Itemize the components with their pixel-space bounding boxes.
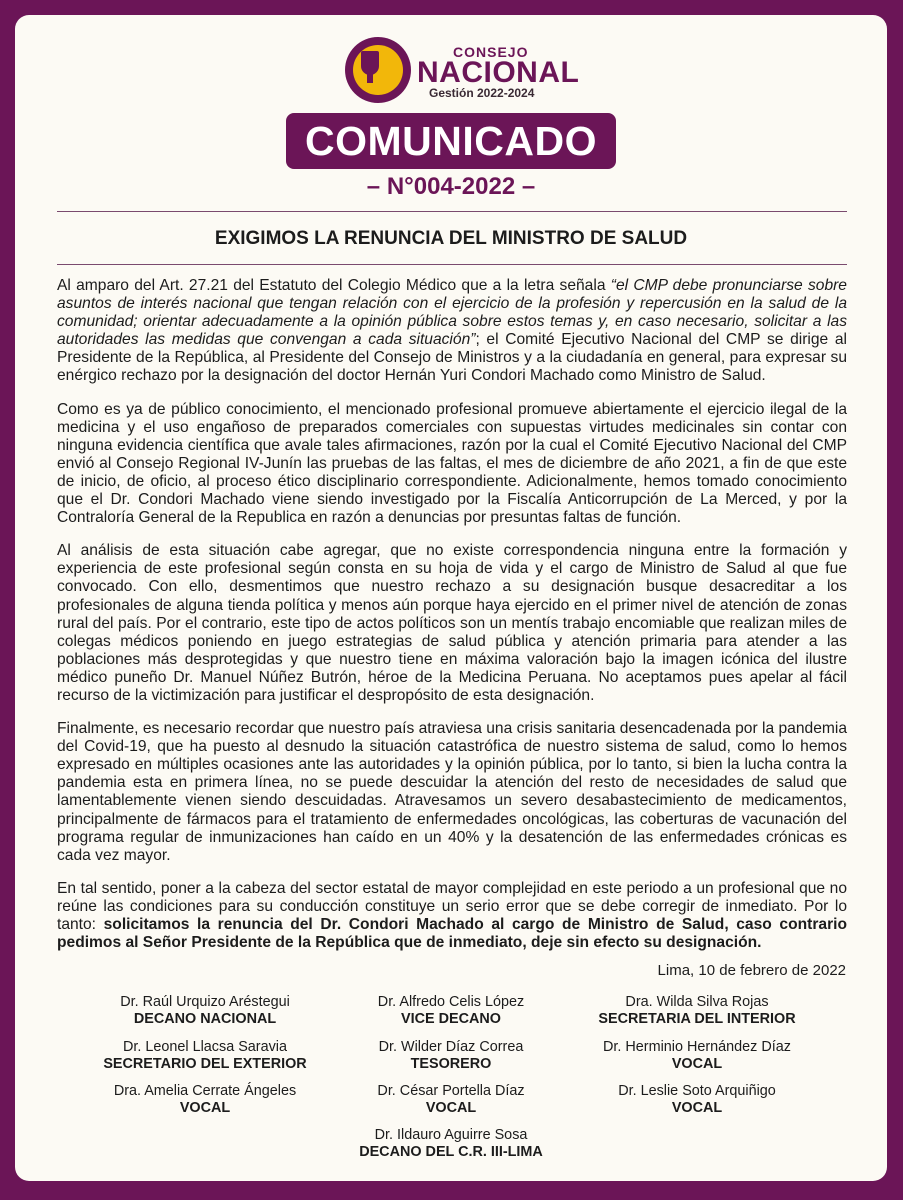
- demand-statement: solicitamos la renuncia del Dr. Condori Machado al cargo de Ministro de Salud, caso contrario pedimos al Señor Presidente de la República que de inmediato, deje sin efecto su designación.: [57, 916, 847, 952]
- cmp-seal-icon: [345, 37, 411, 103]
- statute-quote: “el CMP debe pronunciarse sobre asuntos de interés nacional que tengan relación con el ejercicio de la profesión y repercusión en la salud de la comunidad; orientar adecuadamente a la opinión pública sobre estos temas y, en caso necesario, solicitar a las autoridades las medidas que convengan a cada situación”: [57, 277, 847, 349]
- signatory-name: Dr. Ildauro Aguirre Sosa: [374, 1127, 528, 1143]
- signatory-name: Dr. Alfredo Celis López: [377, 994, 525, 1010]
- signatory-name: Dra. Amelia Cerrate Ángeles: [113, 1083, 297, 1099]
- signatory-name: Dra. Wilda Silva Rojas: [625, 994, 769, 1010]
- signatory-role: VOCAL: [671, 1099, 723, 1116]
- signatory: [567, 994, 827, 1027]
- consejo-nacional-logo: [345, 37, 585, 105]
- signatory: [75, 1039, 335, 1072]
- signatory-role: DECANO NACIONAL: [133, 1010, 277, 1027]
- signatory-name: Dr. Leonel Llacsa Saravia: [123, 1039, 287, 1055]
- paragraph-5-intro: En tal sentido, poner a la cabeza del sector estatal de mayor complejidad en este periodo a un profesional que no reúne las condiciones para su conducción constituye un serio error que se debe corregir de inmediato. Por lo tanto:: [57, 879, 847, 933]
- signatory-role: DECANO DEL C.R. III-LIMA: [359, 1143, 543, 1160]
- signatory-name: Dr. Leslie Soto Arquiñigo: [618, 1083, 776, 1099]
- page-title: EXIGIMOS LA RENUNCIA DEL MINISTRO DE SALUD: [214, 228, 688, 249]
- signatory-name: Dr. Herminio Hernández Díaz: [603, 1039, 791, 1055]
- logo-wordmark: [417, 45, 579, 99]
- communique-body: [57, 277, 847, 967]
- signatory: [321, 994, 581, 1027]
- signatory-role: VICE DECANO: [401, 1010, 501, 1027]
- signatory-role: SECRETARIA DEL INTERIOR: [598, 1010, 796, 1027]
- paragraph-1: [57, 277, 847, 386]
- logo-line-1: CONSEJO: [453, 44, 529, 60]
- signatory: [321, 1127, 581, 1160]
- signatory-role: TESORERO: [410, 1055, 492, 1072]
- logo-line-3: Gestión 2022-2024: [429, 86, 535, 100]
- signatory: [567, 1039, 827, 1072]
- signatory: [321, 1083, 581, 1116]
- signatory: [75, 1083, 335, 1116]
- signatory-name: Dr. César Portella Díaz: [377, 1083, 525, 1099]
- logo-line-2: NACIONAL: [417, 56, 580, 89]
- signatory-role: VOCAL: [179, 1099, 231, 1116]
- paragraph-2: Como es ya de público conocimiento, el mencionado profesional promueve abiertamente el ejercicio ilegal de la medicina y el uso engañoso de preparados comerciales con supuestas virtudes medicinales sin contar con ninguna evidencia científica que avale tales afirmaciones, razón por la cual el Comité Ejecutivo Nacional del CMP envió al Consejo Regional IV-Junín las pruebas de las faltas, el mes de diciembre de año 2021, a fin de que este de inicio, de oficio, al proceso ético disciplinario correspondiente. Adicionalmente, hemos tomado conocimiento que el Dr. Condori Machado viene siendo investigado por la Fiscalía Anticorrupción de La Merced, y por la Contraloría General de la Republica en razón a denuncias por presuntas faltas de función.: [57, 400, 847, 527]
- paragraph-3: Al análisis de esta situación cabe agregar, que no existe correspondencia ninguna entre la formación y experiencia de este profesional según consta en su hoja de vida y el cargo de Ministro de Salud al que fue convocado. Con ello, desmentimos que nuestro rechazo a su designación busque desacreditar a los profesionales de alguna tienda política y menos aún porque haya ejercido en el primer nivel de atención de zonas rural del país. Por el contrario, este tipo de actos políticos son un mentís trabajo encomiable que realizan miles de colegas médicos poniendo en juego estrategias de salud pública y atención primaria para atender a las poblaciones más desprotegidas y que nuestro tiene en máxima valoración bajo la imagen icónica del ilustre médico puneño Dr. Manuel Núñez Butrón, héroe de la Medicina Peruana. No aceptamos pues apelar al fácil recurso de la victimización para justificar el despropósito de esta designación.: [57, 542, 847, 704]
- divider-top: [57, 211, 847, 212]
- signatory: [321, 1039, 581, 1072]
- signatory-name: Dr. Wilder Díaz Correa: [378, 1039, 524, 1055]
- paragraph-5: [57, 880, 847, 952]
- signatory: [75, 994, 335, 1027]
- comunicado-banner: COMUNICADO: [286, 113, 616, 169]
- signatory-role: VOCAL: [425, 1099, 477, 1116]
- signatory-role: VOCAL: [671, 1055, 723, 1072]
- document-date: Lima, 10 de febrero de 2022: [657, 962, 846, 979]
- paragraph-1-rest: ; el Comité Ejecutivo Nacional del CMP se dirige al Presidente de la República, al Presidente del Consejo de Ministros y a la ciudadanía en general, para expresar su enérgico rechazo por la designación del doctor Hernán Yuri Condori Machado como Ministro de Salud.: [57, 331, 847, 385]
- signatory-role: SECRETARIO DEL EXTERIOR: [103, 1055, 307, 1072]
- divider-bottom: [57, 264, 847, 265]
- document-card: [15, 15, 887, 1181]
- signatory: [567, 1083, 827, 1116]
- signatory-name: Dr. Raúl Urquizo Aréstegui: [120, 994, 290, 1010]
- paragraph-1-intro: Al amparo del Art. 27.21 del Estatuto del Colegio Médico que a la letra señala: [57, 277, 611, 294]
- paragraph-4: Finalmente, es necesario recordar que nuestro país atraviesa una crisis sanitaria desencadenada por la pandemia del Covid-19, que ha puesto al desnudo la situación catastrófica de nuestro sistema de salud, como lo hemos expresado en múltiples ocasiones ante las autoridades y la opinión pública, por lo tanto, si bien la lucha contra la pandemia esta en primera línea, no se puede descuidar la atención del resto de necesidades de salud que lamentablemente vienen siendo descuidadas. Atravesamos un severo desabastecimiento de medicamentos, principalmente de fármacos para el tratamiento de enfermedades oncológicas, las coberturas de vacunación del programa regular de inmunizaciones han caído en un 40% y la desatención de las enfermedades crónicas es cada vez mayor.: [57, 720, 847, 864]
- communique-number: – N°004-2022 –: [366, 173, 536, 200]
